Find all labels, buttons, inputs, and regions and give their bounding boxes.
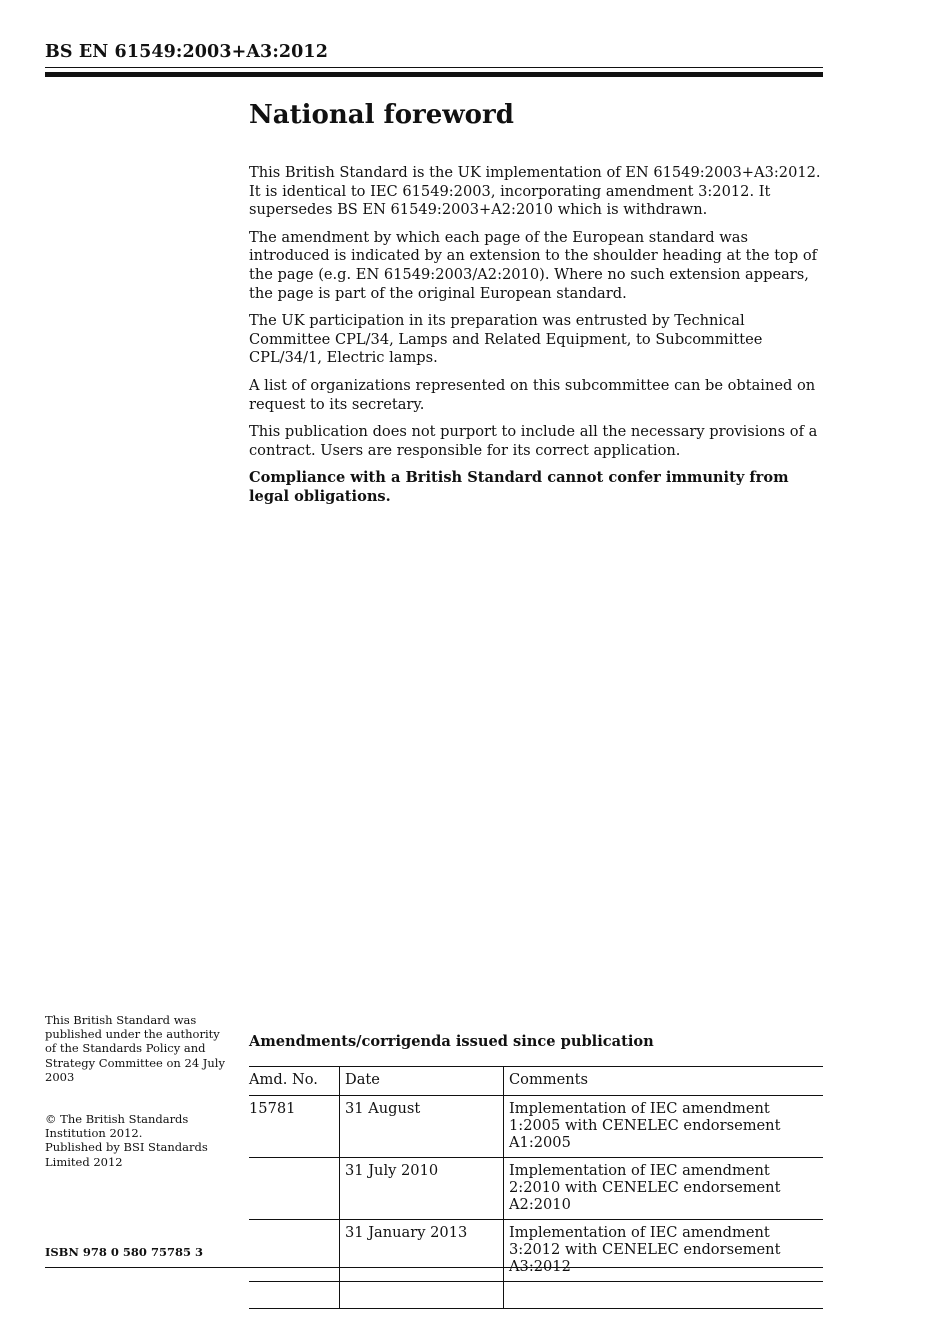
header-rule-thin: [45, 67, 823, 68]
page-title: National foreword: [249, 100, 514, 130]
column-header-date: Date: [340, 1067, 504, 1096]
date-cell: 31 January 2013: [340, 1220, 504, 1282]
comments-cell: Implementation of IEC amendment 2:2010 with CENELEC endorsement A2:2010: [504, 1158, 824, 1220]
document-code: BS EN 61549:2003+A3:2012: [45, 42, 328, 62]
date-cell: [340, 1282, 504, 1309]
amendments-table: [249, 1066, 823, 1309]
authority-note: This British Standard was published under the authority of the Standards Policy and Strategy Committee on 24 July 2003: [45, 1013, 225, 1084]
table-row: [249, 1220, 823, 1282]
table-header-row: [249, 1067, 823, 1096]
isbn: ISBN 978 0 580 75785 3: [45, 1245, 203, 1259]
copyright-line: © The British Standards Institution 2012.: [45, 1112, 189, 1141]
table-row: [249, 1096, 823, 1158]
comments-cell: Implementation of IEC amendment 1:2005 with CENELEC endorsement A1:2005: [504, 1096, 824, 1158]
table-row: [249, 1158, 823, 1220]
column-header-amd-no: Amd. No.: [249, 1067, 340, 1096]
foreword-paragraph: The amendment by which each page of the European standard was introduced is indicated by an extension to the shoulder heading at the top of the page (e.g. EN 61549:2003/A2:2010). Where no such extension appears, the page is part of the original European standard.: [249, 228, 818, 302]
header-rule-thick: [45, 72, 823, 77]
amendments-heading: Amendments/corrigenda issued since publication: [249, 1033, 654, 1050]
date-cell: 31 August: [340, 1096, 504, 1158]
amd-no-cell: [249, 1282, 340, 1309]
comments-cell: Implementation of IEC amendment 3:2012 with CENELEC endorsement A3:2012: [504, 1220, 824, 1282]
compliance-notice: Compliance with a British Standard cannot confer immunity from legal obligations.: [249, 469, 789, 505]
table-row-empty: [249, 1282, 823, 1309]
publisher-line: Published by BSI Standards Limited 2012: [45, 1140, 208, 1169]
foreword-paragraph: A list of organizations represented on this subcommittee can be obtained on request to its secretary.: [249, 376, 816, 413]
foreword-paragraph: This publication does not purport to include all the necessary provisions of a contract. Users are responsible for its correct application.: [249, 423, 818, 459]
comments-cell: [504, 1282, 824, 1309]
amd-no-cell: [249, 1158, 340, 1220]
date-cell: 31 July 2010: [340, 1158, 504, 1220]
foreword-paragraph: This British Standard is the UK implementation of EN 61549:2003+A3:2012. It is identical to IEC 61549:2003, incorporating amendment 3:2012. It supersedes BS EN 61549:2003+A2:2010 which is withdrawn.: [249, 164, 821, 219]
foreword-body: [249, 164, 829, 516]
amd-no-cell: [249, 1220, 340, 1282]
amd-no-cell: 15781: [249, 1096, 340, 1158]
foreword-paragraph: The UK participation in its preparation was entrusted by Technical Committee CPL/34, Lamps and Related Equipment, to Subcommittee CPL/34/1, Electric lamps.: [249, 312, 763, 367]
copyright-note: [45, 1112, 230, 1169]
column-header-comments: Comments: [504, 1067, 824, 1096]
